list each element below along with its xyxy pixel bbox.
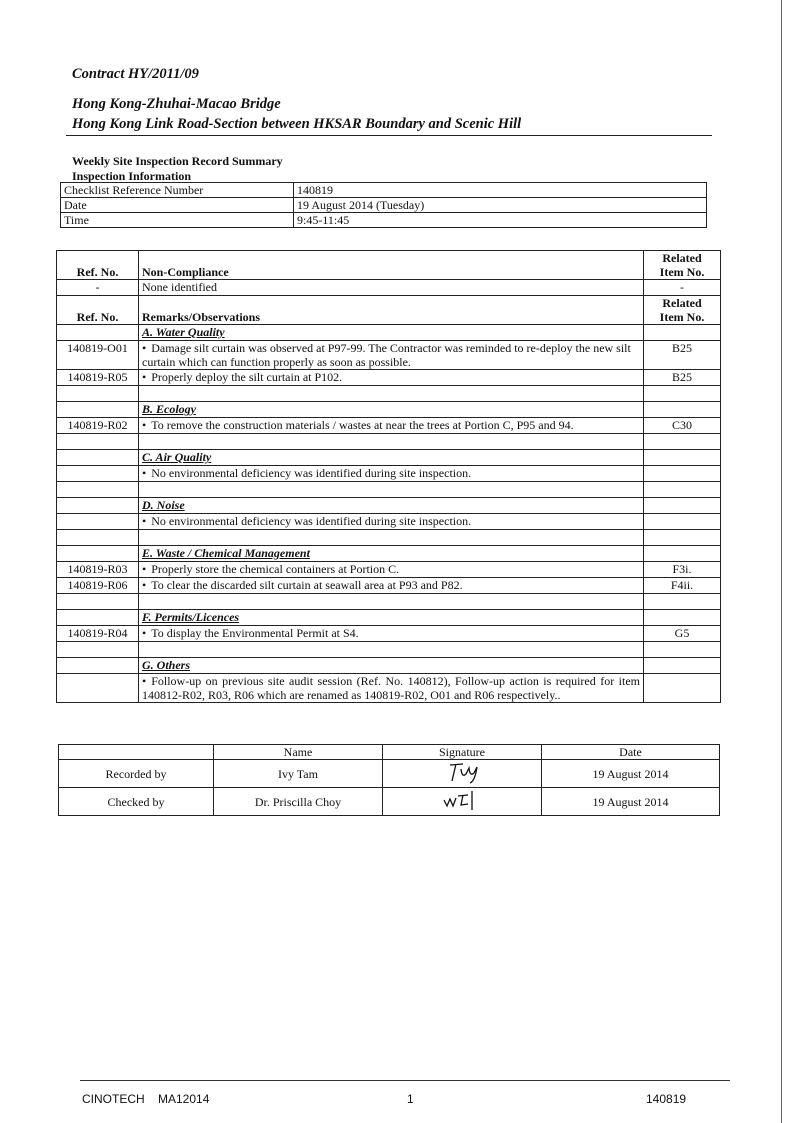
summary-title: Weekly Site Inspection Record Summary: [72, 154, 283, 168]
remark-text: • Follow-up on previous site audit session (Ref. No. 140812), Follow-up action is required for item 140812-R02, R03, R06 which are renamed as 140819-R02, O01 and R06 respectively..: [139, 674, 644, 703]
item-cell: [644, 466, 721, 482]
section-heading: E. Waste / Chemical Management: [139, 546, 644, 562]
signoff-row: [59, 760, 720, 788]
ref-cell: 140819-O01: [57, 341, 139, 370]
contract-number: Contract HY/2011/09: [72, 66, 199, 82]
remark-row: [57, 562, 721, 578]
info-label: Date: [61, 198, 294, 213]
inspection-table: [56, 250, 721, 703]
section-heading: B. Ecology: [139, 402, 644, 418]
info-row: [61, 198, 707, 213]
section-heading: G. Others: [139, 658, 644, 674]
signoff-name: Ivy Tam: [214, 760, 383, 788]
section-heading: A. Water Quality: [139, 325, 644, 341]
item-cell: F3i.: [644, 562, 721, 578]
desc-cell: None identified: [139, 280, 644, 296]
inspection-info-table: [60, 182, 707, 228]
remarks-header: [57, 296, 721, 325]
remarks-header-label: Remarks/Observations: [139, 296, 644, 325]
info-row: [61, 183, 707, 198]
item-cell: G5: [644, 626, 721, 642]
info-label: Checklist Reference Number: [61, 183, 294, 198]
item-header: Related Item No.: [644, 251, 721, 280]
section-title: Hong Kong Link Road-Section between HKSAR Boundary and Scenic Hill: [72, 116, 522, 132]
signoff-name: Dr. Priscilla Choy: [214, 788, 383, 816]
remark-text: • No environmental deficiency was identified during site inspection.: [139, 466, 644, 482]
signoff-role: Checked by: [59, 788, 214, 816]
info-title: Inspection Information: [72, 169, 192, 183]
spacer-row: [57, 530, 721, 546]
remark-text: • Properly store the chemical containers at Portion C.: [139, 562, 644, 578]
signature-image: [432, 760, 492, 784]
spacer-row: [57, 594, 721, 610]
header-divider: [66, 135, 712, 136]
date-header: Date: [542, 745, 720, 760]
item-cell: -: [644, 280, 721, 296]
spacer-row: [57, 482, 721, 498]
section-row: [57, 658, 721, 674]
noncompliance-header: [57, 251, 721, 280]
page-edge-rule: [781, 0, 782, 1123]
name-header: Name: [214, 745, 383, 760]
role-header: [59, 745, 214, 760]
remark-text: • To display the Environmental Permit at S4.: [139, 626, 644, 642]
remark-text: • To clear the discarded silt curtain at seawall area at P93 and P82.: [139, 578, 644, 594]
section-row: [57, 450, 721, 466]
remark-row: [57, 674, 721, 703]
noncompliance-header-label: Non-Compliance: [139, 251, 644, 280]
item-cell: F4ii.: [644, 578, 721, 594]
remark-text: • To remove the construction materials / wastes at near the trees at Portion C, P95 and 94.: [139, 418, 644, 434]
section-row: [57, 610, 721, 626]
item-cell: C30: [644, 418, 721, 434]
item-header: Related Item No.: [644, 296, 721, 325]
page-number: 1: [407, 1092, 414, 1106]
ref-cell: 140819-R04: [57, 626, 139, 642]
info-label: Time: [61, 213, 294, 228]
info-value: 19 August 2014 (Tuesday): [294, 198, 707, 213]
footer-divider: [80, 1080, 730, 1081]
info-row: [61, 213, 707, 228]
signoff-row: [59, 788, 720, 816]
spacer-row: [57, 642, 721, 658]
ref-cell: [57, 674, 139, 703]
ref-cell: 140819-R03: [57, 562, 139, 578]
spacer-row: [57, 386, 721, 402]
remark-text: • Damage silt curtain was observed at P97-99. The Contractor was reminded to re-deploy the new silt curtain which can function properly as soon as possible.: [139, 341, 644, 370]
item-cell: [644, 514, 721, 530]
info-value: 9:45-11:45: [294, 213, 707, 228]
section-row: [57, 325, 721, 341]
info-value: 140819: [294, 183, 707, 198]
section-heading: F. Permits/Licences: [139, 610, 644, 626]
remark-row: [57, 514, 721, 530]
remark-row: [57, 370, 721, 386]
ref-cell: 140819-R05: [57, 370, 139, 386]
noncompliance-row: [57, 280, 721, 296]
footer-ref: 140819: [646, 1092, 687, 1106]
item-cell: B25: [644, 370, 721, 386]
ref-cell: [57, 514, 139, 530]
signature-image: [432, 788, 492, 812]
remark-row: [57, 341, 721, 370]
ref-cell: -: [57, 280, 139, 296]
section-row: [57, 546, 721, 562]
signoff-role: Recorded by: [59, 760, 214, 788]
project-title: Hong Kong-Zhuhai-Macao Bridge: [72, 96, 281, 112]
signature-cell: [383, 788, 542, 816]
ref-header: Ref. No.: [57, 251, 139, 280]
remark-row: [57, 626, 721, 642]
signature-header: Signature: [383, 745, 542, 760]
ref-cell: 140819-R02: [57, 418, 139, 434]
signoff-date: 19 August 2014: [542, 788, 720, 816]
footer-doc-id: CINOTECH MA12014: [82, 1092, 210, 1106]
item-cell: B25: [644, 341, 721, 370]
item-cell: [644, 674, 721, 703]
ref-header: Ref. No.: [57, 296, 139, 325]
ref-cell: 140819-R06: [57, 578, 139, 594]
section-heading: C. Air Quality: [139, 450, 644, 466]
remark-row: [57, 578, 721, 594]
remark-text: • Properly deploy the silt curtain at P102.: [139, 370, 644, 386]
signoff-date: 19 August 2014: [542, 760, 720, 788]
spacer-row: [57, 434, 721, 450]
section-row: [57, 498, 721, 514]
remark-row: [57, 466, 721, 482]
signoff-table: [58, 744, 720, 816]
remark-text: • No environmental deficiency was identified during site inspection.: [139, 514, 644, 530]
section-heading: D. Noise: [139, 498, 644, 514]
remark-row: [57, 418, 721, 434]
signature-cell: [383, 760, 542, 788]
ref-cell: [57, 466, 139, 482]
signoff-header: [59, 745, 720, 760]
section-row: [57, 402, 721, 418]
